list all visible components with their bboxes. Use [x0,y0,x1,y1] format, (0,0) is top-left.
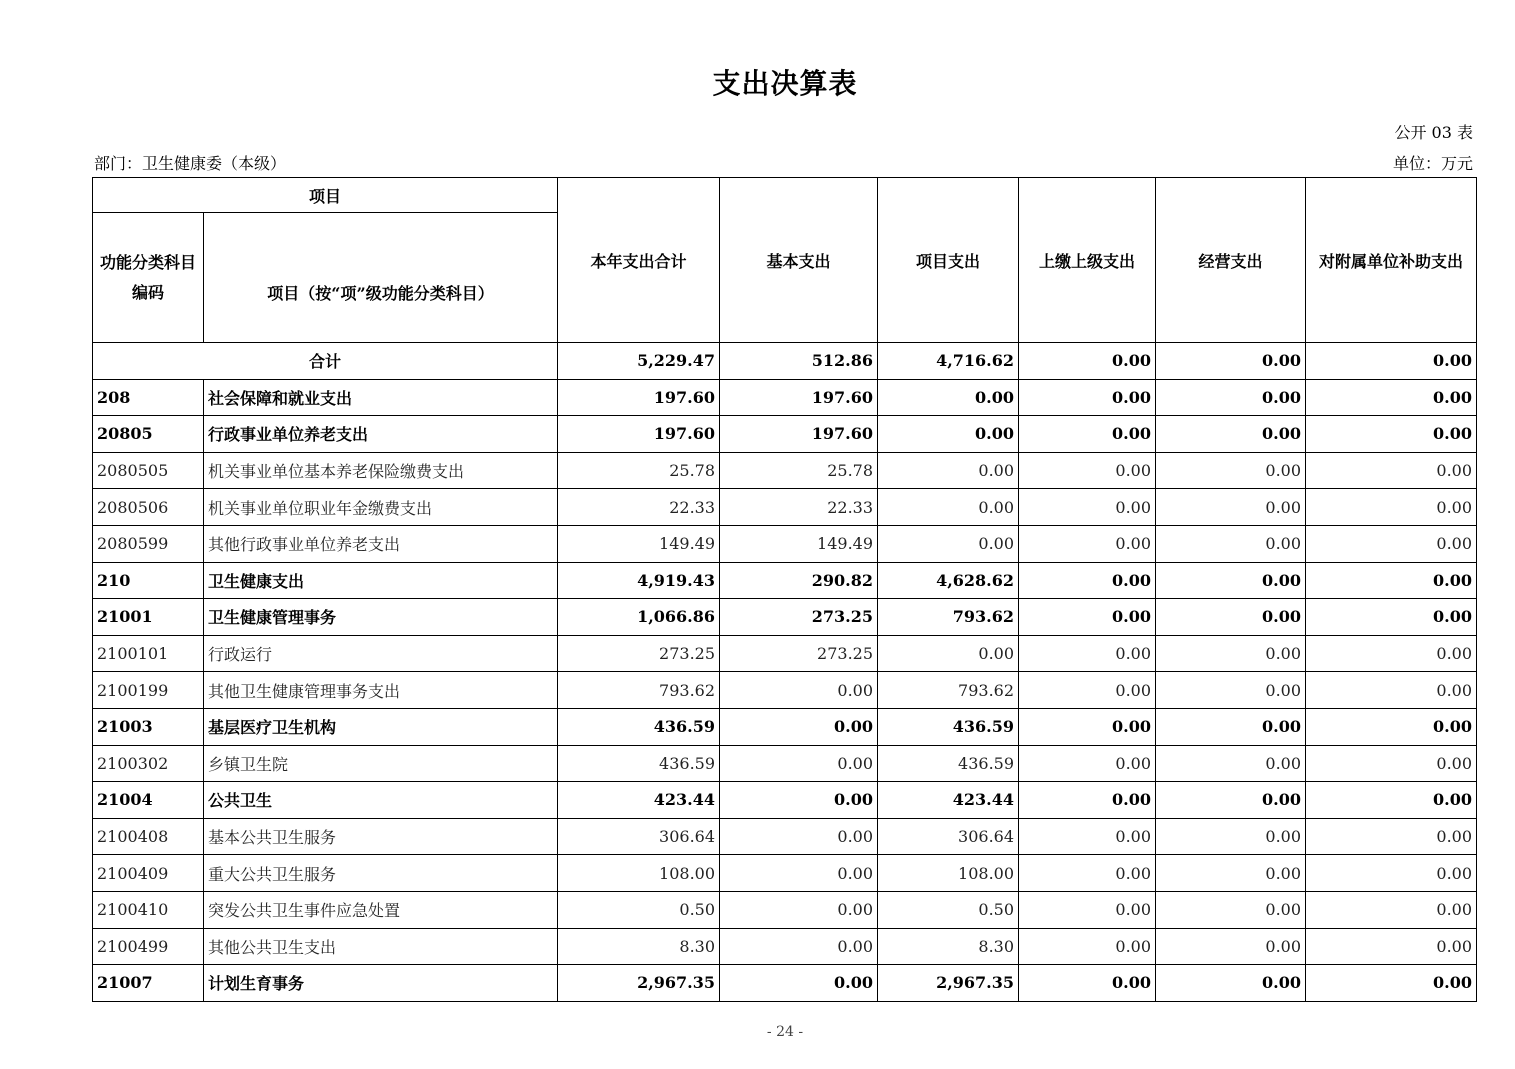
header-business: 经营支出 [1156,178,1306,343]
total-label: 合计 [93,343,558,380]
row-value-business: 0.00 [1156,965,1306,1002]
row-value-upper: 0.00 [1019,379,1156,416]
table-row [93,525,1477,562]
row-value-upper: 0.00 [1019,782,1156,819]
row-value-total: 108.00 [558,855,720,892]
row-code: 2100302 [93,745,204,782]
row-value-total: 8.30 [558,928,720,965]
row-name: 机关事业单位基本养老保险缴费支出 [204,452,558,489]
row-value-business: 0.00 [1156,635,1306,672]
row-value-basic: 273.25 [720,635,878,672]
row-name: 基层医疗卫生机构 [204,708,558,745]
row-code: 2080505 [93,452,204,489]
header-subsidy: 对附属单位补助支出 [1306,178,1477,343]
table-row [93,965,1477,1002]
form-number: 公开 03 表 [1394,123,1473,142]
table-row [93,635,1477,672]
total-value-upper: 0.00 [1019,343,1156,380]
row-value-project: 0.00 [878,489,1019,526]
row-value-basic: 0.00 [720,965,878,1002]
row-value-total: 25.78 [558,452,720,489]
row-value-basic: 0.00 [720,928,878,965]
row-value-business: 0.00 [1156,489,1306,526]
total-value-subsidy: 0.00 [1306,343,1477,380]
row-name: 乡镇卫生院 [204,745,558,782]
row-value-business: 0.00 [1156,708,1306,745]
row-value-project: 793.62 [878,599,1019,636]
row-value-total: 306.64 [558,818,720,855]
row-code: 2080506 [93,489,204,526]
row-value-total: 22.33 [558,489,720,526]
row-value-project: 0.00 [878,379,1019,416]
row-name: 公共卫生 [204,782,558,819]
row-value-basic: 0.00 [720,672,878,709]
table-row [93,452,1477,489]
row-value-subsidy: 0.00 [1306,672,1477,709]
table-row [93,891,1477,928]
total-value-total: 5,229.47 [558,343,720,380]
expenditure-table [92,177,1477,1002]
row-value-project: 436.59 [878,745,1019,782]
row-code: 2100199 [93,672,204,709]
row-value-basic: 25.78 [720,452,878,489]
row-value-total: 793.62 [558,672,720,709]
row-value-business: 0.00 [1156,928,1306,965]
row-value-project: 423.44 [878,782,1019,819]
row-value-basic: 290.82 [720,562,878,599]
header-code [93,213,204,343]
row-value-upper: 0.00 [1019,928,1156,965]
table-row [93,855,1477,892]
row-value-business: 0.00 [1156,379,1306,416]
row-value-subsidy: 0.00 [1306,635,1477,672]
table-row-total [93,343,1477,380]
row-value-basic: 0.00 [720,745,878,782]
row-value-basic: 0.00 [720,855,878,892]
row-value-upper: 0.00 [1019,965,1156,1002]
department-label: 部门：卫生健康委（本级） [94,154,287,173]
row-value-business: 0.00 [1156,891,1306,928]
row-value-subsidy: 0.00 [1306,928,1477,965]
row-value-business: 0.00 [1156,525,1306,562]
table-row [93,672,1477,709]
row-value-subsidy: 0.00 [1306,891,1477,928]
row-name: 其他行政事业单位养老支出 [204,525,558,562]
row-value-subsidy: 0.00 [1306,782,1477,819]
row-value-project: 306.64 [878,818,1019,855]
row-value-subsidy: 0.00 [1306,489,1477,526]
row-value-upper: 0.00 [1019,855,1156,892]
row-value-project: 0.00 [878,416,1019,453]
header-upper: 上缴上级支出 [1019,178,1156,343]
header-name: 项目（按“项”级功能分类科目） [204,213,558,343]
row-value-total: 1,066.86 [558,599,720,636]
header-code-text: 功能分类科目编码 [99,252,196,302]
row-code: 2100101 [93,635,204,672]
row-value-basic: 0.00 [720,818,878,855]
total-value-project: 4,716.62 [878,343,1019,380]
row-code: 2100408 [93,818,204,855]
row-code: 210 [93,562,204,599]
row-value-basic: 273.25 [720,599,878,636]
header-total: 本年支出合计 [558,178,720,343]
row-name: 突发公共卫生事件应急处置 [204,891,558,928]
row-code: 21007 [93,965,204,1002]
row-code: 21004 [93,782,204,819]
row-value-total: 197.60 [558,416,720,453]
row-name: 社会保障和就业支出 [204,379,558,416]
row-value-project: 0.00 [878,635,1019,672]
total-value-basic: 512.86 [720,343,878,380]
row-value-upper: 0.00 [1019,745,1156,782]
table-row [93,599,1477,636]
row-code: 2080599 [93,525,204,562]
row-value-upper: 0.00 [1019,818,1156,855]
table-row [93,745,1477,782]
row-value-subsidy: 0.00 [1306,965,1477,1002]
row-value-basic: 197.60 [720,416,878,453]
row-value-total: 436.59 [558,708,720,745]
header-basic: 基本支出 [720,178,878,343]
row-value-subsidy: 0.00 [1306,855,1477,892]
row-value-project: 793.62 [878,672,1019,709]
row-value-subsidy: 0.00 [1306,599,1477,636]
row-value-total: 4,919.43 [558,562,720,599]
row-value-subsidy: 0.00 [1306,818,1477,855]
row-code: 21003 [93,708,204,745]
row-name: 重大公共卫生服务 [204,855,558,892]
row-value-basic: 0.00 [720,782,878,819]
row-name: 其他卫生健康管理事务支出 [204,672,558,709]
row-value-project: 2,967.35 [878,965,1019,1002]
row-value-upper: 0.00 [1019,416,1156,453]
row-code: 2100409 [93,855,204,892]
row-value-basic: 0.00 [720,708,878,745]
row-value-business: 0.00 [1156,672,1306,709]
row-value-total: 197.60 [558,379,720,416]
row-code: 2100499 [93,928,204,965]
row-value-upper: 0.00 [1019,891,1156,928]
row-value-project: 436.59 [878,708,1019,745]
row-value-total: 423.44 [558,782,720,819]
row-value-project: 8.30 [878,928,1019,965]
row-value-upper: 0.00 [1019,525,1156,562]
row-value-subsidy: 0.00 [1306,562,1477,599]
row-value-upper: 0.00 [1019,452,1156,489]
table-row [93,562,1477,599]
row-value-business: 0.00 [1156,562,1306,599]
table-row [93,782,1477,819]
row-value-project: 0.50 [878,891,1019,928]
row-value-upper: 0.00 [1019,489,1156,526]
row-value-subsidy: 0.00 [1306,379,1477,416]
row-value-total: 149.49 [558,525,720,562]
row-value-subsidy: 0.00 [1306,708,1477,745]
row-value-business: 0.00 [1156,782,1306,819]
header-project: 项目支出 [878,178,1019,343]
row-value-upper: 0.00 [1019,708,1156,745]
row-value-subsidy: 0.00 [1306,452,1477,489]
row-value-basic: 0.00 [720,891,878,928]
row-name: 行政事业单位养老支出 [204,416,558,453]
row-value-business: 0.00 [1156,855,1306,892]
table-row [93,379,1477,416]
row-name: 机关事业单位职业年金缴费支出 [204,489,558,526]
row-name: 计划生育事务 [204,965,558,1002]
row-value-project: 108.00 [878,855,1019,892]
row-value-project: 4,628.62 [878,562,1019,599]
row-value-basic: 22.33 [720,489,878,526]
page-number: - 24 - [766,1024,804,1040]
table-row [93,708,1477,745]
row-code: 20805 [93,416,204,453]
row-value-project: 0.00 [878,452,1019,489]
row-value-business: 0.00 [1156,599,1306,636]
table-row [93,818,1477,855]
row-value-subsidy: 0.00 [1306,416,1477,453]
row-code: 21001 [93,599,204,636]
row-value-business: 0.00 [1156,745,1306,782]
row-value-business: 0.00 [1156,818,1306,855]
row-value-project: 0.00 [878,525,1019,562]
row-name: 卫生健康管理事务 [204,599,558,636]
row-value-upper: 0.00 [1019,635,1156,672]
total-value-business: 0.00 [1156,343,1306,380]
row-name: 行政运行 [204,635,558,672]
row-value-upper: 0.00 [1019,562,1156,599]
row-value-subsidy: 0.00 [1306,745,1477,782]
row-value-subsidy: 0.00 [1306,525,1477,562]
header-project-group: 项目 [93,178,558,213]
row-value-business: 0.00 [1156,416,1306,453]
row-name: 其他公共卫生支出 [204,928,558,965]
row-value-upper: 0.00 [1019,599,1156,636]
table-row [93,489,1477,526]
table-row [93,416,1477,453]
row-code: 208 [93,379,204,416]
unit-label: 单位：万元 [1392,154,1473,173]
page-title: 支出决算表 [712,67,858,100]
row-value-total: 0.50 [558,891,720,928]
row-value-basic: 197.60 [720,379,878,416]
row-value-basic: 149.49 [720,525,878,562]
row-name: 基本公共卫生服务 [204,818,558,855]
row-value-total: 2,967.35 [558,965,720,1002]
table-row [93,928,1477,965]
row-code: 2100410 [93,891,204,928]
row-value-total: 273.25 [558,635,720,672]
row-value-business: 0.00 [1156,452,1306,489]
row-name: 卫生健康支出 [204,562,558,599]
row-value-upper: 0.00 [1019,672,1156,709]
row-value-total: 436.59 [558,745,720,782]
